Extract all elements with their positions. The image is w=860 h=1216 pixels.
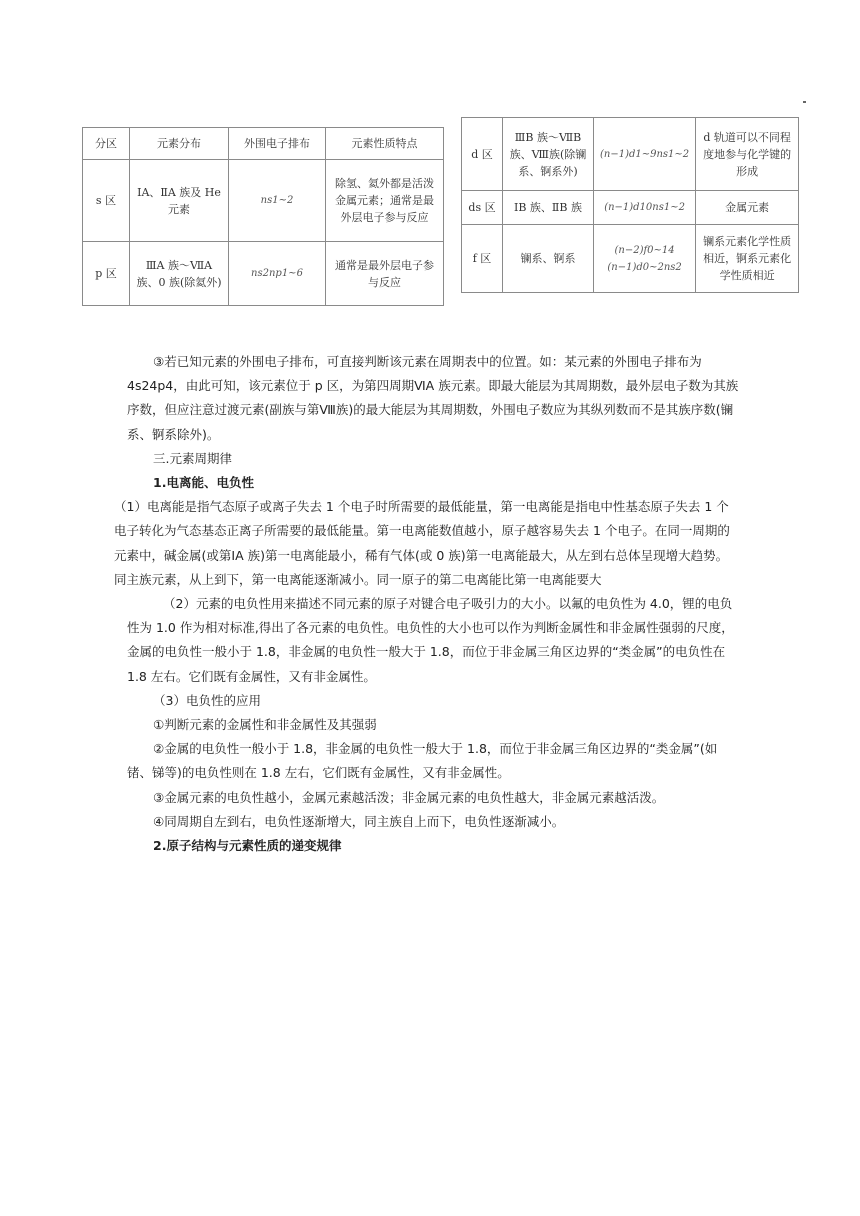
subsection-heading: 1.电离能、电负性 xyxy=(153,475,254,491)
cell-distribution: ⅢB 族～ⅦB 族、Ⅷ族(除镧系、锕系外) xyxy=(503,118,594,191)
block-table-left xyxy=(82,127,444,306)
cell-config xyxy=(594,225,696,293)
subsection-heading: 2.原子结构与元素性质的递变规律 xyxy=(153,838,342,854)
header-zone: 分区 xyxy=(83,128,130,160)
paragraph-position-rule: ③若已知元素的外围电子排布，可直接判断该元素在周期表中的位置。如：某元素的外围电子排布为4s24p4，由此可知，该元素位于 p 区，为第四周期ⅥA 族元素。即最大能层为其周期数，最外层电子数为其族序数，但应注意过渡元素(副族与第Ⅷ族)的最大能层为其周期数，外围电子数应为其纵列数而不是其族序数(镧系、锕系除外)。 xyxy=(127,354,739,442)
list-item: ④同周期自左到右，电负性逐渐增大，同主族自上而下，电负性逐渐减小。 xyxy=(153,813,565,829)
header-traits: 元素性质特点 xyxy=(326,128,444,160)
block-table-right xyxy=(461,117,799,293)
cell-config: (n−1)d1~9ns1~2 xyxy=(594,118,696,191)
paragraph-ionization-energy: （1）电离能是指气态原子或离子失去 1 个电子时所需要的最低能量，第一电离能是指电中性基态原子失去 1 个电子转化为气态基态正离子所需要的最低能量。第一电离能数值越小，原子越容易失去 1 个电子。在同一周期的元素中，碱金属(或第ⅠA 族)第一电离能最小，稀有气体(或 0 族)第一电离能最大，从左到右总体呈现增大趋势。同主族元素，从上到下，第一电离能逐渐减小。同一原子的第二电离能比第一电离能要大 xyxy=(114,499,730,587)
table-row xyxy=(462,118,799,191)
cell-zone: d 区 xyxy=(462,118,503,191)
table-header-row xyxy=(83,128,444,160)
paragraph-heading-applications: （3）电负性的应用 xyxy=(153,692,261,708)
list-item: ③金属元素的电负性越小，金属元素越活泼；非金属元素的电负性越大，非金属元素越活泼。 xyxy=(153,789,665,805)
cell-zone: f 区 xyxy=(462,225,503,293)
cell-distribution: ⅠB 族、ⅡB 族 xyxy=(503,191,594,225)
cell-zone: s 区 xyxy=(83,160,130,242)
header-config: 外围电子排布 xyxy=(229,128,326,160)
cell-traits: 镧系元素化学性质相近，锕系元素化学性质相近 xyxy=(696,225,799,293)
header-distribution: 元素分布 xyxy=(130,128,229,160)
cell-distribution: 镧系、锕系 xyxy=(503,225,594,293)
cell-config: ns1~2 xyxy=(229,160,326,242)
table-row xyxy=(83,160,444,242)
cell-distribution: ⅢA 族～ⅦA 族、0 族(除氦外) xyxy=(130,242,229,306)
cell-distribution: ⅠA、ⅡA 族及 He 元素 xyxy=(130,160,229,242)
paragraph-electronegativity: （2）元素的电负性用来描述不同元素的原子对键合电子吸引力的大小。以氟的电负性为 4.0，锂的电负性为 1.0 作为相对标准,得出了各元素的电负性。电负性的大小也可以作为判断金属性和非金属性强弱的尺度，金属的电负性一般小于 1.8，非金属的电负性一般大于 1.8，而位于非金属三角区边界的“类金属”的电负性在 1.8 左右。它们既有金属性，又有非金属性。 xyxy=(127,596,734,684)
config-line-1: (n−2)f0~14 xyxy=(614,244,675,256)
body-text xyxy=(114,350,740,858)
table-row xyxy=(462,191,799,225)
table-row xyxy=(83,242,444,306)
cell-traits: d 轨道可以不同程度地参与化学键的形成 xyxy=(696,118,799,191)
cell-config: (n−1)d10ns1~2 xyxy=(594,191,696,225)
list-item: ①判断元素的金属性和非金属性及其强弱 xyxy=(153,717,377,733)
cell-traits: 金属元素 xyxy=(696,191,799,225)
list-item: ②金属的电负性一般小于 1.8，非金属的电负性一般大于 1.8，而位于非金属三角区边界的“类金属”(如锗、锑等)的电负性则在 1.8 左右，它们既有金属性，又有非金属性。 xyxy=(127,741,718,781)
cell-zone: ds 区 xyxy=(462,191,503,225)
config-line-2: (n−1)d0~2ns2 xyxy=(607,261,682,273)
table-row xyxy=(462,225,799,293)
page-mark xyxy=(803,101,806,103)
cell-traits: 除氢、氦外都是活泼金属元素；通常是最外层电子参与反应 xyxy=(326,160,444,242)
cell-traits: 通常是最外层电子参与反应 xyxy=(326,242,444,306)
section-heading: 三.元素周期律 xyxy=(153,450,232,466)
cell-zone: p 区 xyxy=(83,242,130,306)
cell-config: ns2np1~6 xyxy=(229,242,326,306)
